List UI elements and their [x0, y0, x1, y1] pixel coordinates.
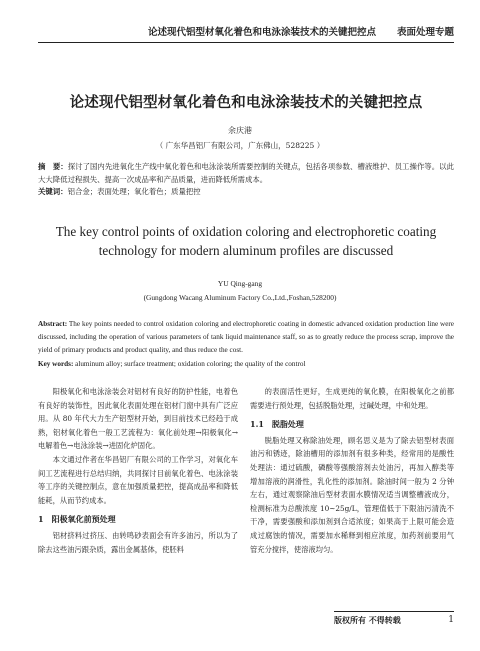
footer-rule	[334, 611, 454, 612]
running-header-title: 论述现代铝型材氧化着色和电泳涂装技术的关键把控点	[148, 27, 377, 38]
chinese-author: 余庆港	[228, 126, 252, 135]
chinese-keywords	[38, 186, 454, 197]
copyright-notice: 版权所有 不得转载	[334, 615, 401, 625]
body-column-right	[250, 385, 454, 556]
body-paragraph: 的表面活性更好，生成更纯的氧化膜，在阳极氧化之前都需要进行预处理，包括脱脂处理，过碱处理，中和处理。	[250, 387, 454, 410]
english-abstract	[38, 318, 454, 357]
body-paragraph: 脱脂处理又称除油处理，顾名思义是为了除去铝型材表面油污和锈迹，除油槽用的添加剂有很多种类，经常用的是酸性处理法：通过硫酸，磷酸等强酸溶剂去处油污，再加入醇类等增加溶液的润滑性，乳化性的添加剂。除油时间一般为 2 分钟左右，通过观察除油后型材表面水膜情况适当调整槽液成分，检测标准为总酸浓度 10~25g/L，管理值低于下限油污清洗不干净，需要强酸和添加剂到合适浓度；如果高于上限可能会造成过腐蚀的情况，需要加水稀释到相应浓度，加药剂前要用气管充分搅拌，使溶液均匀。	[250, 435, 454, 554]
chinese-keywords-text: 铝合金；表面处理；氧化着色；质量把控	[67, 187, 201, 196]
header-rule	[38, 42, 454, 43]
english-title: The key control points of oxidation coloring and electrophoretic coating technology for modern aluminum profiles are discussed	[55, 224, 437, 258]
body-paragraph: 阳极氧化和电泳涂装会对铝材有良好的防护性能，电着色有良好的装饰性，因此氧化表面处理在铝材门窗中具有广泛应用。从 80 年代大力生产铝型材开始，到目前技术已经趋于成熟，铝材氧化着色一般工艺流程为：氧化前处理→阳极氧化→电解着色→电泳涂装→进固化炉固化。	[38, 387, 238, 451]
body-paragraph: 铝材挤料过挤压、由转鸣砂表面会有许多油污，所以为了除去这些油污跟杂质，露出金属基体，使胚料	[38, 530, 238, 554]
english-keywords	[38, 360, 454, 368]
body-column-left	[38, 385, 238, 556]
chinese-abstract-label: 摘 要：	[38, 162, 68, 171]
chinese-title: 论述现代铝型材氧化着色和电泳涂装技术的关键把控点	[69, 94, 423, 111]
chinese-abstract	[38, 160, 454, 186]
chinese-abstract-text: 探讨了国内先进氧化生产线中氧化着色和电泳涂装所需要控制的关键点，包括各项参数、槽液维护、员工操作等。以此大大降低过程损失、提高一次成品率和产品质量，进而降低所需成本。	[38, 162, 454, 184]
chinese-affiliation: （ 广东华昌铝厂有限公司，广东佛山，528225 ）	[155, 141, 325, 150]
section-heading: 1 阳极氧化前预处理	[38, 514, 116, 525]
english-keywords-text: aluminum alloy; surface treatment; oxidation coloring; the quality of the control	[75, 360, 306, 368]
page-number: 1	[448, 615, 454, 625]
running-header	[38, 22, 454, 40]
english-affiliation: (Gungdong Wacang Aluminum Factory Co.,Ltd.,Foshan,528200)	[143, 293, 337, 302]
english-abstract-label: Abstract:	[38, 320, 68, 328]
english-abstract-text: The key points needed to control oxidation coloring and electrophoretic coating in domestic advanced oxidation production line were discussed, including the operation of various parameters of tank liquid maintenance staff, so as to greatly reduce the process scrap, improve the yield of primary products and product quality, and thus reduce the cost.	[38, 320, 454, 354]
english-keywords-label: Key words:	[38, 360, 74, 368]
chinese-keywords-label: 关键词：	[38, 187, 68, 196]
body-paragraph: 本文通过作者在华昌铝厂有限公司的工作学习，对氧化车间工艺流程进行总结归纳，共同探讨目前氧化着色、电泳涂装等工序的关键控制点，意在加强质量把控，提高成品率和降低能耗，从而节约成本。	[38, 454, 238, 505]
page-footer	[334, 615, 454, 626]
subsection-heading: 1.1 脱脂处理	[250, 419, 304, 430]
english-author: YU Qing-gang	[217, 279, 263, 288]
running-header-section: 表面处理专题	[396, 27, 454, 38]
